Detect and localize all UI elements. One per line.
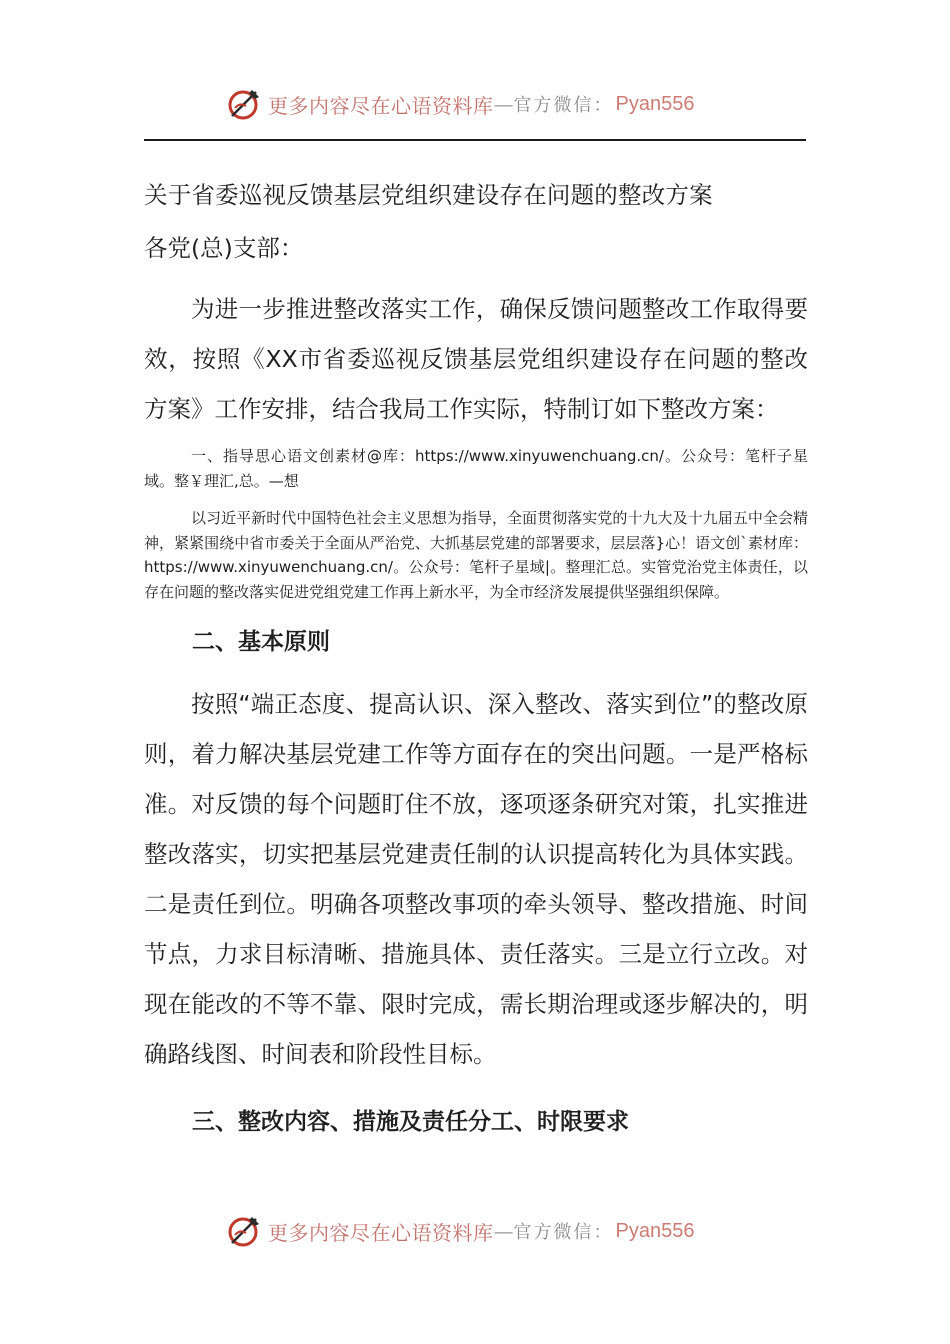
section3-heading: 三、整改内容、措施及责任分工、时限要求	[192, 1109, 629, 1135]
banner-wechat-id: Pyan556	[615, 92, 695, 115]
pen-logo-icon	[226, 1213, 262, 1249]
pen-logo-icon	[226, 86, 262, 122]
banner-dash: —	[493, 1219, 514, 1243]
footer-watermark-banner	[226, 1211, 726, 1251]
document-title: 关于省委巡视反馈基层党组织建设存在问题的整改方案	[144, 181, 713, 209]
banner-dash: —	[493, 92, 514, 116]
section1-body-paragraph: 以习近平新时代中国特色社会主义思想为指导，全面贯彻落实党的十九大及十九届五中全会精神，紧紧围绕中省市委关于全面从严治党、大抓基层党建的部署要求，层层落}心！语文创`素材库：https://www.xinyuwenchuang.cn/。公众号：笔杆子星域|。整理汇总。实管党治党主体责任，以存在问题的整改落实促进党组党建工作再上新水平，为全市经济发展提供坚强组织保障。	[144, 509, 808, 601]
salutation: 各党(总)支部：	[144, 234, 304, 262]
intro-paragraph: 为进一步推进整改落实工作，确保反馈问题整改工作取得要效，按照《XX市省委巡视反馈基层党组织建设存在问题的整改方案》工作安排，结合我局工作实际，特制订如下整改方案：	[144, 295, 808, 423]
banner-contact-label: 官方微信：	[513, 95, 614, 116]
header-divider	[144, 139, 806, 141]
section2-heading: 二、基本原则	[192, 629, 330, 655]
banner-contact-label: 官方微信：	[513, 1222, 614, 1243]
section2-body-paragraph: 按照“端正态度、提高认识、深入整改、落实到位”的整改原则，着力解决基层党建工作等方面存在的突出问题。一是严格标准。对反馈的每个问题盯住不放，逐项逐条研究对策，扎实推进整改落实，切实把基层党建责任制的认识提高转化为具体实践。二是责任到位。明确各项整改事项的牵头领导、整改措施、时间节点，力求目标清晰、措施具体、责任落实。三是立行立改。对现在能改的不等不靠、限时完成，需长期治理或逐步解决的，明确路线图、时间表和阶段性目标。	[144, 690, 808, 1068]
section1-heading-paragraph: 一、指导思心语文创素材@库：https://www.xinyuwenchuang.cn/。公众号：笔杆子星域。整￥理汇,总。—想	[144, 447, 808, 490]
header-watermark-banner	[226, 84, 726, 124]
banner-wechat-id: Pyan556	[615, 1219, 695, 1242]
document-body	[144, 170, 808, 1140]
banner-brand-text: 更多内容尽在心语资料库	[268, 1220, 494, 1245]
banner-brand-text: 更多内容尽在心语资料库	[268, 93, 494, 118]
